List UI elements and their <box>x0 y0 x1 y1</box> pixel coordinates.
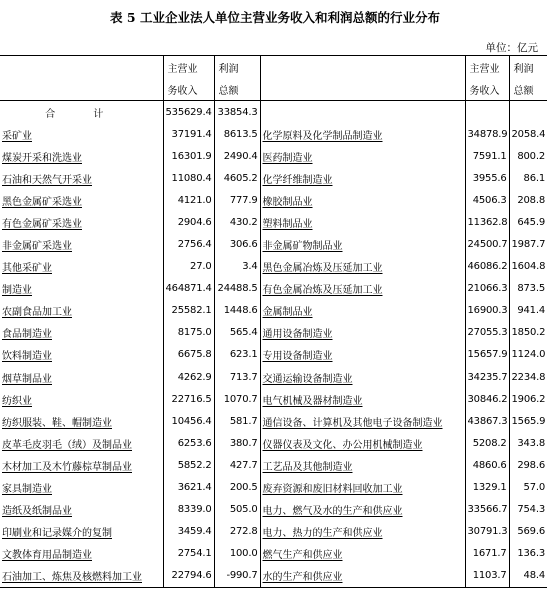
industry-table <box>0 55 547 588</box>
left-profit: 380.7 <box>214 432 260 454</box>
right-profit: 86.1 <box>509 167 547 189</box>
right-industry-name: 水的生产和供应业 <box>260 565 465 588</box>
right-revenue: 15657.9 <box>465 344 509 366</box>
left-revenue: 25582.1 <box>163 300 214 322</box>
table-row <box>0 565 547 588</box>
left-industry-name: 木材加工及木竹藤棕草制品业 <box>2 461 132 473</box>
left-profit: 24488.5 <box>214 278 260 300</box>
left-revenue: 8175.0 <box>163 322 214 344</box>
left-profit: 1448.6 <box>214 300 260 322</box>
left-profit: 427.7 <box>214 454 260 476</box>
right-profit: 1124.0 <box>509 344 547 366</box>
left-revenue: 3621.4 <box>163 477 214 499</box>
left-industry-name: 烟草制品业 <box>2 373 52 385</box>
right-profit: 1565.9 <box>509 410 547 432</box>
left-revenue: 3459.4 <box>163 521 214 543</box>
table-row <box>0 521 547 543</box>
right-industry-name: 黑色金属冶炼及压延加工业 <box>260 256 465 278</box>
left-profit: 306.6 <box>214 233 260 255</box>
table-row <box>0 300 547 322</box>
total-blank-pro <box>509 101 547 124</box>
right-revenue: 4506.3 <box>465 189 509 211</box>
right-revenue: 1103.7 <box>465 565 509 588</box>
left-revenue: 27.0 <box>163 256 214 278</box>
right-profit: 2234.8 <box>509 366 547 388</box>
total-revenue: 535629.4 <box>163 101 214 124</box>
left-industry-name: 纺织服装、鞋、帽制造业 <box>2 417 112 429</box>
total-profit: 33854.3 <box>214 101 260 124</box>
right-industry-name: 废弃资源和废旧材料回收加工业 <box>260 477 465 499</box>
right-industry-name: 燃气生产和供应业 <box>260 543 465 565</box>
left-industry-name: 黑色金属矿采选业 <box>2 196 82 208</box>
table-row <box>0 499 547 521</box>
left-industry-name: 有色金属矿采选业 <box>2 218 82 230</box>
right-profit: 2058.4 <box>509 123 547 145</box>
header-revenue-right-2: 务收入 <box>465 78 509 101</box>
right-industry-name: 化学纤维制造业 <box>260 167 465 189</box>
table-title: 表 5 工业企业法人单位主营业务收入和利润总额的行业分布 <box>110 10 440 25</box>
right-revenue: 30846.2 <box>465 388 509 410</box>
left-profit: 100.0 <box>214 543 260 565</box>
right-industry-name: 电力、燃气及水的生产和供应业 <box>260 499 465 521</box>
right-revenue: 1671.7 <box>465 543 509 565</box>
right-industry-name: 化学原料及化学制品制造业 <box>260 123 465 145</box>
left-profit: 1070.7 <box>214 388 260 410</box>
left-revenue: 5852.2 <box>163 454 214 476</box>
right-profit: 57.0 <box>509 477 547 499</box>
right-revenue: 5208.2 <box>465 432 509 454</box>
header-revenue-left-2: 务收入 <box>163 78 214 101</box>
left-revenue: 11080.4 <box>163 167 214 189</box>
left-revenue: 10456.4 <box>163 410 214 432</box>
unit-label: 单位：亿元 <box>485 42 538 54</box>
left-revenue: 464871.4 <box>163 278 214 300</box>
header-profit-right: 利润 <box>509 56 547 79</box>
left-revenue: 2756.4 <box>163 233 214 255</box>
right-revenue: 30791.3 <box>465 521 509 543</box>
left-revenue: 37191.4 <box>163 123 214 145</box>
left-profit: 777.9 <box>214 189 260 211</box>
left-profit: 505.0 <box>214 499 260 521</box>
left-industry-name: 皮革毛皮羽毛（绒）及制品业 <box>2 439 132 451</box>
right-revenue: 34878.9 <box>465 123 509 145</box>
right-profit: 343.8 <box>509 432 547 454</box>
right-profit: 1906.2 <box>509 388 547 410</box>
right-profit: 208.8 <box>509 189 547 211</box>
right-revenue: 43867.3 <box>465 410 509 432</box>
left-industry-name: 非金属矿采选业 <box>2 241 72 253</box>
left-revenue: 16301.9 <box>163 145 214 167</box>
right-industry-name: 通信设备、计算机及其他电子设备制造业 <box>260 410 465 432</box>
left-revenue: 22794.6 <box>163 565 214 588</box>
left-industry-name: 煤炭开采和洗选业 <box>2 152 82 164</box>
table-row <box>0 167 547 189</box>
left-industry-name: 造纸及纸制品业 <box>2 506 72 518</box>
header-revenue-left: 主营业 <box>163 56 214 79</box>
left-industry-name: 制造业 <box>2 285 32 297</box>
total-label: 合 计 <box>0 101 163 124</box>
table-row <box>0 410 547 432</box>
left-profit: 430.2 <box>214 211 260 233</box>
right-industry-name: 塑料制品业 <box>260 211 465 233</box>
left-industry-name: 文教体育用品制造业 <box>2 550 92 562</box>
left-profit: 200.5 <box>214 477 260 499</box>
left-revenue: 6675.8 <box>163 344 214 366</box>
right-profit: 645.9 <box>509 211 547 233</box>
table-row <box>0 211 547 233</box>
right-revenue: 4860.6 <box>465 454 509 476</box>
right-revenue: 21066.3 <box>465 278 509 300</box>
right-revenue: 46086.2 <box>465 256 509 278</box>
left-industry-name: 采矿业 <box>2 130 32 142</box>
header-profit-right-2: 总额 <box>509 78 547 101</box>
table-row <box>0 454 547 476</box>
right-profit: 873.5 <box>509 278 547 300</box>
left-profit: 713.7 <box>214 366 260 388</box>
right-profit: 1850.2 <box>509 322 547 344</box>
right-industry-name: 工艺品及其他制造业 <box>260 454 465 476</box>
right-revenue: 16900.3 <box>465 300 509 322</box>
left-industry-name: 其他采矿业 <box>2 263 52 275</box>
left-profit: 4605.2 <box>214 167 260 189</box>
right-revenue: 11362.8 <box>465 211 509 233</box>
left-revenue: 6253.6 <box>163 432 214 454</box>
right-industry-name: 仪器仪表及文化、办公用机械制造业 <box>260 432 465 454</box>
header-blank-right-2 <box>260 78 465 101</box>
left-revenue: 22716.5 <box>163 388 214 410</box>
header-profit-left-2: 总额 <box>214 78 260 101</box>
left-industry-name: 农副食品加工业 <box>2 307 72 319</box>
left-profit: -990.7 <box>214 565 260 588</box>
left-revenue: 2904.6 <box>163 211 214 233</box>
table-row <box>0 477 547 499</box>
header-revenue-right: 主营业 <box>465 56 509 79</box>
table-row <box>0 123 547 145</box>
right-revenue: 3955.6 <box>465 167 509 189</box>
right-profit: 941.4 <box>509 300 547 322</box>
total-row <box>0 101 547 124</box>
left-revenue: 4121.0 <box>163 189 214 211</box>
right-revenue: 34235.7 <box>465 366 509 388</box>
right-revenue: 7591.1 <box>465 145 509 167</box>
header-row-2 <box>0 78 547 101</box>
right-industry-name: 橡胶制品业 <box>260 189 465 211</box>
left-profit: 581.7 <box>214 410 260 432</box>
header-profit-left: 利润 <box>214 56 260 79</box>
left-revenue: 4262.9 <box>163 366 214 388</box>
header-blank-left-2 <box>0 78 163 101</box>
left-revenue: 8339.0 <box>163 499 214 521</box>
table-row <box>0 322 547 344</box>
right-profit: 800.2 <box>509 145 547 167</box>
left-revenue: 2754.1 <box>163 543 214 565</box>
left-profit: 565.4 <box>214 322 260 344</box>
right-industry-name: 通用设备制造业 <box>260 322 465 344</box>
left-industry-name: 石油加工、炼焦及核燃料加工业 <box>0 565 163 588</box>
right-profit: 48.4 <box>509 565 547 588</box>
left-profit: 623.1 <box>214 344 260 366</box>
header-row-1 <box>0 56 547 79</box>
total-blank-rev <box>465 101 509 124</box>
right-industry-name: 电力、热力的生产和供应业 <box>260 521 465 543</box>
right-profit: 298.6 <box>509 454 547 476</box>
table-row <box>0 344 547 366</box>
left-industry-name: 印刷业和记录媒介的复制 <box>2 528 112 540</box>
header-blank-right <box>260 56 465 79</box>
header-blank-left <box>0 56 163 79</box>
table-row <box>0 189 547 211</box>
left-industry-name: 食品制造业 <box>2 329 52 341</box>
left-industry-name: 家具制造业 <box>2 484 52 496</box>
left-profit: 2490.4 <box>214 145 260 167</box>
right-profit: 136.3 <box>509 543 547 565</box>
left-profit: 272.8 <box>214 521 260 543</box>
right-industry-name: 金属制品业 <box>260 300 465 322</box>
table-row <box>0 388 547 410</box>
table-row <box>0 256 547 278</box>
right-profit: 754.3 <box>509 499 547 521</box>
table-row <box>0 145 547 167</box>
right-revenue: 24500.7 <box>465 233 509 255</box>
right-industry-name: 医药制造业 <box>260 145 465 167</box>
total-blank <box>260 101 465 124</box>
left-profit: 8613.5 <box>214 123 260 145</box>
table-row <box>0 366 547 388</box>
right-industry-name: 非金属矿物制品业 <box>260 233 465 255</box>
table-row <box>0 432 547 454</box>
left-industry-name: 石油和天然气开采业 <box>2 174 92 186</box>
right-industry-name: 交通运输设备制造业 <box>260 366 465 388</box>
right-industry-name: 有色金属冶炼及压延加工业 <box>260 278 465 300</box>
right-profit: 1987.7 <box>509 233 547 255</box>
table-row <box>0 278 547 300</box>
right-revenue: 1329.1 <box>465 477 509 499</box>
right-industry-name: 电气机械及器材制造业 <box>260 388 465 410</box>
right-profit: 1604.8 <box>509 256 547 278</box>
right-revenue: 33566.7 <box>465 499 509 521</box>
left-industry-name: 纺织业 <box>2 395 32 407</box>
left-profit: 3.4 <box>214 256 260 278</box>
right-revenue: 27055.3 <box>465 322 509 344</box>
right-profit: 569.6 <box>509 521 547 543</box>
table-row <box>0 233 547 255</box>
right-industry-name: 专用设备制造业 <box>260 344 465 366</box>
table-row <box>0 543 547 565</box>
left-industry-name: 饮料制造业 <box>2 351 52 363</box>
